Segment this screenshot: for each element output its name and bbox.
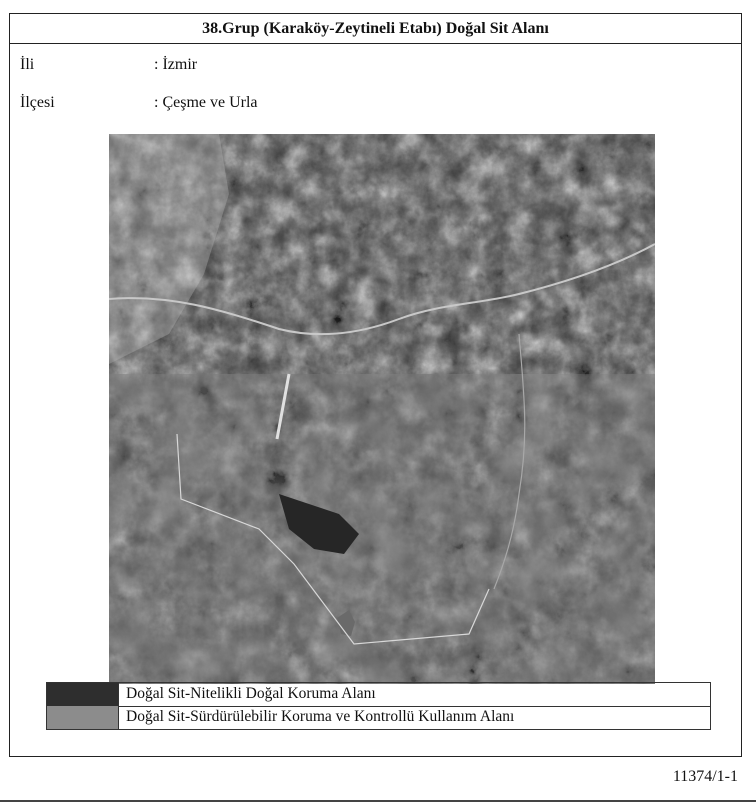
page-code: 11374/1-1	[672, 768, 738, 785]
province-row	[20, 56, 197, 74]
district-value: : Çeşme ve Urla	[154, 94, 258, 111]
legend-label: Doğal Sit-Nitelikli Doğal Koruma Alanı	[126, 685, 376, 702]
satellite-map-graphic	[109, 134, 655, 684]
legend-item	[47, 683, 710, 707]
province-value: : İzmir	[154, 56, 198, 73]
document-frame	[9, 13, 742, 757]
bottom-rule	[0, 800, 756, 802]
legend	[46, 682, 711, 730]
province-label: İli	[20, 56, 35, 73]
legend-swatch-dark	[47, 683, 119, 706]
satellite-map	[109, 134, 655, 684]
legend-label: Doğal Sit-Sürdürülebilir Koruma ve Kontrollü Kullanım Alanı	[126, 708, 515, 725]
legend-item	[47, 706, 710, 729]
legend-swatch-grey	[47, 706, 119, 729]
district-label: İlçesi	[20, 94, 55, 111]
district-row	[20, 94, 258, 112]
document-title: 38.Grup (Karaköy-Zeytineli Etabı) Doğal Sit Alanı	[10, 14, 741, 44]
